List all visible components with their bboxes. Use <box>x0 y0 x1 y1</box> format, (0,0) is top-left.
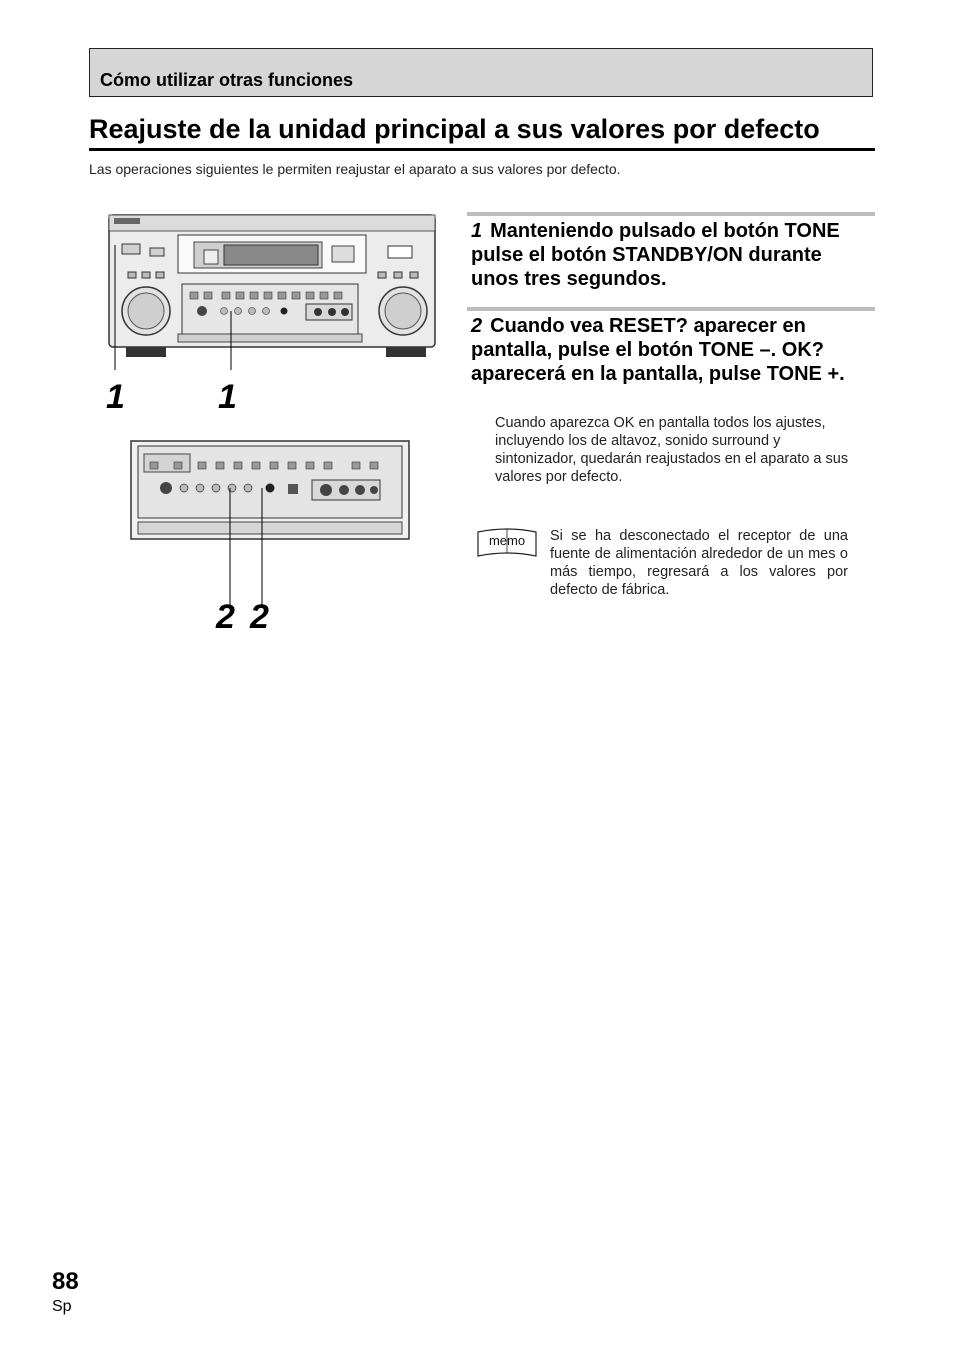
step-1-number: 1 <box>471 220 483 242</box>
callout-1-tone: 1 <box>218 378 237 416</box>
step-1 <box>471 219 875 291</box>
page-title: Reajuste de la unidad principal a sus valores por defecto <box>89 112 875 151</box>
intro-text: Las operaciones siguientes le permiten reajustar el aparato a sus valores por defecto. <box>89 161 621 177</box>
step-1-text: Manteniendo pulsado el botón TONE pulse el botón STANDBY/ON durante unos tres segundos. <box>471 220 840 290</box>
receiver-front-panel-illustration <box>106 210 440 370</box>
page-number: 88 <box>52 1268 79 1295</box>
section-header-title: Cómo utilizar otras funciones <box>100 70 354 90</box>
memo-icon-label: memo <box>488 533 526 548</box>
step-1-rule <box>467 212 875 216</box>
step-2-rule <box>467 307 875 311</box>
callout-2-tone-plus: 2 <box>250 598 269 636</box>
callout-2-tone-minus: 2 <box>216 598 235 636</box>
step-2-text: Cuando vea RESET? aparecer en pantalla, pulse el botón TONE –. OK? aparecerá en la pantalla, pulse TONE +. <box>471 315 845 385</box>
step-2-body: Cuando aparezca OK en pantalla todos los ajustes, incluyendo los de altavoz, sonido surround y sintonizador, quedarán reajustados en el aparato a sus valores por defecto. <box>495 415 849 485</box>
receiver-control-panel-closeup-illustration <box>130 440 410 605</box>
step-2 <box>471 314 875 386</box>
memo-icon <box>476 524 538 558</box>
callout-1-standby: 1 <box>106 378 125 416</box>
language-code: Sp <box>52 1298 72 1315</box>
section-header <box>89 48 873 97</box>
memo-text: Si se ha desconectado el receptor de una fuente de alimentación alrededor de un mes o más tiempo, regresará a los valores por defecto de fábrica. <box>550 528 848 598</box>
step-2-number: 2 <box>471 315 483 337</box>
